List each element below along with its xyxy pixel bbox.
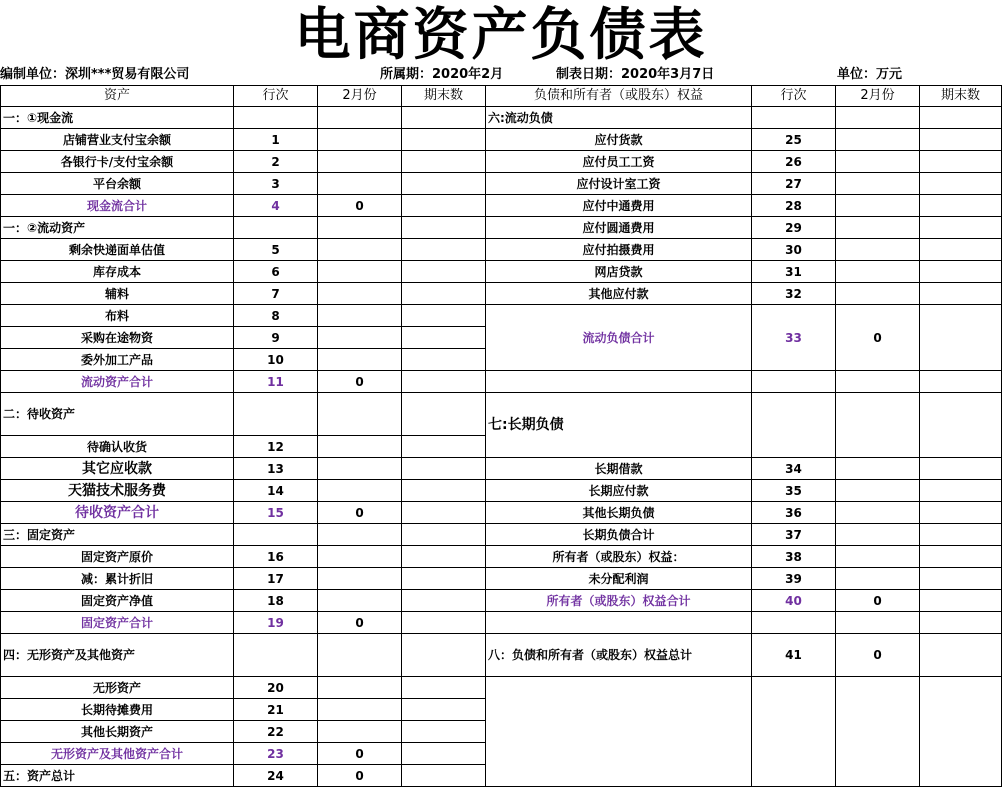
header-feb-2[interactable]: 2月份 bbox=[836, 86, 920, 107]
asset-line-no[interactable]: 12 bbox=[234, 436, 318, 458]
asset-item-label[interactable]: 长期待摊费用 bbox=[1, 699, 234, 721]
liability-line-no[interactable]: 32 bbox=[752, 283, 836, 305]
asset-line-no[interactable]: 14 bbox=[234, 480, 318, 502]
liability-line-no[interactable]: 26 bbox=[752, 151, 836, 173]
liability-item-label[interactable] bbox=[486, 612, 752, 634]
liability-item-label[interactable]: 长期应付款 bbox=[486, 480, 752, 502]
balance-sheet-table bbox=[0, 85, 1002, 787]
header-line-no[interactable]: 行次 bbox=[234, 86, 318, 107]
table-row bbox=[1, 305, 1002, 327]
asset-end-value[interactable] bbox=[402, 480, 486, 502]
liability-end-value[interactable] bbox=[920, 239, 1002, 261]
table-row bbox=[1, 283, 1002, 305]
asset-feb-value[interactable] bbox=[318, 349, 402, 371]
liability-item-label[interactable]: 其他长期负债 bbox=[486, 502, 752, 524]
asset-line-no[interactable]: 24 bbox=[234, 765, 318, 787]
liability-feb-value[interactable] bbox=[836, 393, 920, 458]
asset-feb-value[interactable] bbox=[318, 524, 402, 546]
table-row bbox=[1, 151, 1002, 173]
asset-line-no[interactable]: 6 bbox=[234, 261, 318, 283]
asset-feb-value[interactable] bbox=[318, 151, 402, 173]
liability-feb-value[interactable]: 0 bbox=[836, 590, 920, 612]
asset-line-no[interactable]: 16 bbox=[234, 546, 318, 568]
asset-feb-value[interactable] bbox=[318, 634, 402, 677]
asset-end-value[interactable] bbox=[402, 327, 486, 349]
liability-line-no[interactable] bbox=[752, 371, 836, 393]
asset-feb-value[interactable] bbox=[318, 393, 402, 436]
asset-end-value[interactable] bbox=[402, 721, 486, 743]
asset-feb-value[interactable]: 0 bbox=[318, 195, 402, 217]
asset-item-label[interactable]: 其他长期资产 bbox=[1, 721, 234, 743]
header-feb[interactable]: 2月份 bbox=[318, 86, 402, 107]
asset-item-label[interactable]: 其它应收款 bbox=[1, 458, 234, 480]
table-row bbox=[1, 612, 1002, 634]
liability-end-value[interactable] bbox=[920, 173, 1002, 195]
liability-item-label[interactable]: 所有者（或股东）权益： bbox=[486, 546, 752, 568]
liability-feb-value[interactable] bbox=[836, 546, 920, 568]
asset-end-value[interactable] bbox=[402, 371, 486, 393]
liability-item-label[interactable]: 应付拍摄费用 bbox=[486, 239, 752, 261]
asset-end-value[interactable] bbox=[402, 261, 486, 283]
table-row bbox=[1, 546, 1002, 568]
liability-line-no[interactable]: 28 bbox=[752, 195, 836, 217]
asset-feb-value[interactable] bbox=[318, 173, 402, 195]
asset-line-no[interactable]: 20 bbox=[234, 677, 318, 699]
asset-feb-value[interactable]: 0 bbox=[318, 743, 402, 765]
liability-item-label[interactable]: 应付中通费用 bbox=[486, 195, 752, 217]
asset-item-label[interactable]: 店铺营业支付宝余额 bbox=[1, 129, 234, 151]
liability-feb-value[interactable] bbox=[836, 568, 920, 590]
liability-item-label[interactable]: 八：负债和所有者（或股东）权益总计 bbox=[486, 634, 752, 677]
asset-end-value[interactable] bbox=[402, 436, 486, 458]
asset-feb-value[interactable] bbox=[318, 305, 402, 327]
sheet-title: 电商资产负债表 bbox=[294, 2, 708, 68]
asset-end-value[interactable] bbox=[402, 502, 486, 524]
asset-feb-value[interactable] bbox=[318, 568, 402, 590]
liability-line-no[interactable]: 40 bbox=[752, 590, 836, 612]
liability-feb-value[interactable] bbox=[836, 371, 920, 393]
liability-line-no[interactable] bbox=[752, 612, 836, 634]
liability-end-value[interactable] bbox=[920, 305, 1002, 371]
asset-item-label[interactable]: 各银行卡/支付宝余额 bbox=[1, 151, 234, 173]
asset-line-no[interactable]: 10 bbox=[234, 349, 318, 371]
asset-feb-value[interactable] bbox=[318, 129, 402, 151]
asset-item-label[interactable]: 待确认收货 bbox=[1, 436, 234, 458]
asset-item-label[interactable]: 二：待收资产 bbox=[1, 393, 234, 436]
liability-item-label[interactable] bbox=[486, 371, 752, 393]
liability-end-value[interactable] bbox=[920, 568, 1002, 590]
table-row bbox=[1, 634, 1002, 677]
asset-line-no[interactable]: 13 bbox=[234, 458, 318, 480]
liability-feb-value[interactable] bbox=[836, 612, 920, 634]
liability-end-value[interactable] bbox=[920, 524, 1002, 546]
liability-end-value[interactable] bbox=[920, 371, 1002, 393]
asset-item-label[interactable]: 固定资产原价 bbox=[1, 546, 234, 568]
asset-end-value[interactable] bbox=[402, 283, 486, 305]
asset-item-label[interactable]: 无形资产及其他资产合计 bbox=[1, 743, 234, 765]
asset-end-value[interactable] bbox=[402, 239, 486, 261]
asset-feb-value[interactable] bbox=[318, 261, 402, 283]
asset-item-label[interactable]: 四：无形资产及其他资产 bbox=[1, 634, 234, 677]
asset-end-value[interactable] bbox=[402, 634, 486, 677]
asset-item-label[interactable]: 采购在途物资 bbox=[1, 327, 234, 349]
asset-line-no[interactable]: 22 bbox=[234, 721, 318, 743]
liability-feb-value[interactable] bbox=[836, 458, 920, 480]
asset-item-label[interactable]: 布料 bbox=[1, 305, 234, 327]
asset-line-no[interactable]: 23 bbox=[234, 743, 318, 765]
table-row bbox=[1, 129, 1002, 151]
liability-item-label[interactable]: 网店贷款 bbox=[486, 261, 752, 283]
asset-end-value[interactable] bbox=[402, 568, 486, 590]
table-row bbox=[1, 590, 1002, 612]
liability-item-label[interactable]: 六:流动负债 bbox=[486, 107, 752, 129]
liability-item-label[interactable]: 其他应付款 bbox=[486, 283, 752, 305]
liability-end-value[interactable] bbox=[920, 261, 1002, 283]
asset-item-label[interactable]: 无形资产 bbox=[1, 677, 234, 699]
asset-end-value[interactable] bbox=[402, 765, 486, 787]
asset-end-value[interactable] bbox=[402, 195, 486, 217]
liability-feb-value[interactable]: 0 bbox=[836, 305, 920, 371]
liability-line-no[interactable]: 39 bbox=[752, 568, 836, 590]
asset-item-label[interactable]: 固定资产合计 bbox=[1, 612, 234, 634]
liability-item-label[interactable]: 长期借款 bbox=[486, 458, 752, 480]
asset-line-no[interactable]: 3 bbox=[234, 173, 318, 195]
table-row bbox=[1, 107, 1002, 129]
liability-end-value[interactable] bbox=[920, 217, 1002, 239]
asset-feb-value[interactable] bbox=[318, 721, 402, 743]
asset-item-label[interactable]: 剩余快递面单估值 bbox=[1, 239, 234, 261]
asset-item-label[interactable]: 委外加工产品 bbox=[1, 349, 234, 371]
asset-item-label[interactable]: 一：①现金流 bbox=[1, 107, 234, 129]
liability-end-value[interactable] bbox=[920, 283, 1002, 305]
asset-end-value[interactable] bbox=[402, 458, 486, 480]
asset-end-value[interactable] bbox=[402, 590, 486, 612]
liability-line-no[interactable]: 33 bbox=[752, 305, 836, 371]
asset-line-no[interactable]: 15 bbox=[234, 502, 318, 524]
liability-feb-value[interactable] bbox=[836, 524, 920, 546]
asset-item-label[interactable]: 待收资产合计 bbox=[1, 502, 234, 524]
asset-item-label[interactable]: 流动资产合计 bbox=[1, 371, 234, 393]
liability-item-label[interactable]: 应付圆通费用 bbox=[486, 217, 752, 239]
asset-feb-value[interactable] bbox=[318, 546, 402, 568]
asset-line-no[interactable]: 8 bbox=[234, 305, 318, 327]
asset-feb-value[interactable] bbox=[318, 239, 402, 261]
asset-item-label[interactable]: 固定资产净值 bbox=[1, 590, 234, 612]
liability-feb-value[interactable] bbox=[836, 129, 920, 151]
liability-line-no[interactable] bbox=[752, 393, 836, 458]
asset-end-value[interactable] bbox=[402, 546, 486, 568]
table-row bbox=[1, 173, 1002, 195]
liability-line-no[interactable]: 29 bbox=[752, 217, 836, 239]
liability-line-no[interactable]: 34 bbox=[752, 458, 836, 480]
asset-feb-value[interactable] bbox=[318, 436, 402, 458]
liability-end-value[interactable] bbox=[920, 151, 1002, 173]
asset-line-no[interactable]: 4 bbox=[234, 195, 318, 217]
liability-feb-value[interactable] bbox=[836, 217, 920, 239]
asset-end-value[interactable] bbox=[402, 107, 486, 129]
asset-item-label[interactable]: 减：累计折旧 bbox=[1, 568, 234, 590]
asset-feb-value[interactable] bbox=[318, 699, 402, 721]
header-end[interactable]: 期末数 bbox=[402, 86, 486, 107]
header-row bbox=[1, 86, 1002, 107]
table-row bbox=[1, 371, 1002, 393]
table-row bbox=[1, 677, 1002, 699]
header-asset[interactable]: 资产 bbox=[1, 86, 234, 107]
asset-end-value[interactable] bbox=[402, 699, 486, 721]
liability-item-label[interactable]: 应付货款 bbox=[486, 129, 752, 151]
liability-end-value[interactable] bbox=[920, 107, 1002, 129]
asset-line-no[interactable]: 2 bbox=[234, 151, 318, 173]
asset-item-label[interactable]: 一：②流动资产 bbox=[1, 217, 234, 239]
asset-item-label[interactable]: 库存成本 bbox=[1, 261, 234, 283]
liability-line-no[interactable]: 31 bbox=[752, 261, 836, 283]
liability-feb-value[interactable] bbox=[836, 173, 920, 195]
liability-end-value[interactable] bbox=[920, 546, 1002, 568]
liability-line-no[interactable]: 38 bbox=[752, 546, 836, 568]
liability-item-label[interactable]: 应付设计室工资 bbox=[486, 173, 752, 195]
liability-line-no[interactable] bbox=[752, 677, 836, 787]
liability-item-label[interactable]: 流动负债合计 bbox=[486, 305, 752, 371]
table-row bbox=[1, 239, 1002, 261]
asset-feb-value[interactable] bbox=[318, 327, 402, 349]
liability-feb-value[interactable] bbox=[836, 107, 920, 129]
asset-feb-value[interactable] bbox=[318, 217, 402, 239]
asset-end-value[interactable] bbox=[402, 743, 486, 765]
liability-feb-value[interactable]: 0 bbox=[836, 634, 920, 677]
liability-feb-value[interactable] bbox=[836, 283, 920, 305]
liability-end-value[interactable] bbox=[920, 195, 1002, 217]
asset-line-no[interactable]: 7 bbox=[234, 283, 318, 305]
asset-end-value[interactable] bbox=[402, 612, 486, 634]
liability-line-no[interactable]: 37 bbox=[752, 524, 836, 546]
liability-line-no[interactable]: 27 bbox=[752, 173, 836, 195]
asset-item-label[interactable]: 天猫技术服务费 bbox=[1, 480, 234, 502]
asset-line-no[interactable]: 11 bbox=[234, 371, 318, 393]
liability-feb-value[interactable] bbox=[836, 195, 920, 217]
header-line-no-2[interactable]: 行次 bbox=[752, 86, 836, 107]
liability-feb-value[interactable] bbox=[836, 502, 920, 524]
header-liability[interactable]: 负债和所有者（或股东）权益 bbox=[486, 86, 752, 107]
liability-line-no[interactable]: 25 bbox=[752, 129, 836, 151]
asset-end-value[interactable] bbox=[402, 524, 486, 546]
asset-item-label[interactable]: 平台余额 bbox=[1, 173, 234, 195]
liability-feb-value[interactable] bbox=[836, 677, 920, 787]
asset-line-no[interactable]: 18 bbox=[234, 590, 318, 612]
liability-line-no[interactable]: 30 bbox=[752, 239, 836, 261]
liability-feb-value[interactable] bbox=[836, 239, 920, 261]
asset-feb-value[interactable]: 0 bbox=[318, 502, 402, 524]
asset-end-value[interactable] bbox=[402, 151, 486, 173]
liability-line-no[interactable] bbox=[752, 107, 836, 129]
asset-feb-value[interactable] bbox=[318, 480, 402, 502]
liability-item-label[interactable]: 未分配利润 bbox=[486, 568, 752, 590]
table-row bbox=[1, 502, 1002, 524]
liability-end-value[interactable] bbox=[920, 612, 1002, 634]
asset-line-no[interactable] bbox=[234, 393, 318, 436]
asset-feb-value[interactable] bbox=[318, 677, 402, 699]
table-row bbox=[1, 261, 1002, 283]
liability-end-value[interactable] bbox=[920, 129, 1002, 151]
liability-end-value[interactable] bbox=[920, 502, 1002, 524]
asset-end-value[interactable] bbox=[402, 393, 486, 436]
unit-label: 单位：万元 bbox=[837, 67, 903, 82]
liability-line-no[interactable]: 41 bbox=[752, 634, 836, 677]
table-row bbox=[1, 217, 1002, 239]
asset-line-no[interactable]: 1 bbox=[234, 129, 318, 151]
liability-item-label[interactable]: 长期负债合计 bbox=[486, 524, 752, 546]
asset-line-no[interactable] bbox=[234, 107, 318, 129]
asset-line-no[interactable]: 19 bbox=[234, 612, 318, 634]
asset-item-label[interactable]: 辅料 bbox=[1, 283, 234, 305]
liability-end-value[interactable] bbox=[920, 480, 1002, 502]
asset-line-no[interactable] bbox=[234, 524, 318, 546]
asset-end-value[interactable] bbox=[402, 129, 486, 151]
liability-end-value[interactable] bbox=[920, 393, 1002, 458]
asset-feb-value[interactable] bbox=[318, 590, 402, 612]
liability-item-label[interactable] bbox=[486, 677, 752, 787]
liability-line-no[interactable]: 35 bbox=[752, 480, 836, 502]
asset-line-no[interactable] bbox=[234, 634, 318, 677]
asset-end-value[interactable] bbox=[402, 677, 486, 699]
asset-end-value[interactable] bbox=[402, 217, 486, 239]
liability-end-value[interactable] bbox=[920, 590, 1002, 612]
liability-item-label[interactable]: 所有者（或股东）权益合计 bbox=[486, 590, 752, 612]
liability-end-value[interactable] bbox=[920, 458, 1002, 480]
table-row bbox=[1, 458, 1002, 480]
liability-feb-value[interactable] bbox=[836, 261, 920, 283]
asset-feb-value[interactable] bbox=[318, 107, 402, 129]
asset-feb-value[interactable] bbox=[318, 458, 402, 480]
asset-end-value[interactable] bbox=[402, 173, 486, 195]
liability-feb-value[interactable] bbox=[836, 151, 920, 173]
asset-feb-value[interactable]: 0 bbox=[318, 612, 402, 634]
asset-item-label[interactable]: 现金流合计 bbox=[1, 195, 234, 217]
table-row bbox=[1, 480, 1002, 502]
asset-line-no[interactable]: 17 bbox=[234, 568, 318, 590]
asset-item-label[interactable]: 五：资产总计 bbox=[1, 765, 234, 787]
asset-feb-value[interactable]: 0 bbox=[318, 371, 402, 393]
period-label: 所属期：2020年2月 bbox=[380, 67, 504, 82]
table-row bbox=[1, 195, 1002, 217]
asset-feb-value[interactable]: 0 bbox=[318, 765, 402, 787]
asset-line-no[interactable]: 5 bbox=[234, 239, 318, 261]
liability-line-no[interactable]: 36 bbox=[752, 502, 836, 524]
table-row bbox=[1, 393, 1002, 436]
asset-feb-value[interactable] bbox=[318, 283, 402, 305]
liability-section-heading[interactable]: 七:长期负债 bbox=[486, 393, 752, 458]
table-row bbox=[1, 524, 1002, 546]
made-date-label: 制表日期：2020年3月7日 bbox=[556, 67, 715, 82]
liability-end-value[interactable] bbox=[920, 677, 1002, 787]
asset-end-value[interactable] bbox=[402, 305, 486, 327]
liability-item-label[interactable]: 应付员工工资 bbox=[486, 151, 752, 173]
company-label: 编制单位：深圳***贸易有限公司 bbox=[0, 67, 190, 82]
asset-item-label[interactable]: 三：固定资产 bbox=[1, 524, 234, 546]
header-end-2[interactable]: 期末数 bbox=[920, 86, 1002, 107]
asset-line-no[interactable]: 21 bbox=[234, 699, 318, 721]
table-row bbox=[1, 568, 1002, 590]
asset-line-no[interactable] bbox=[234, 217, 318, 239]
liability-end-value[interactable] bbox=[920, 634, 1002, 677]
asset-line-no[interactable]: 9 bbox=[234, 327, 318, 349]
asset-end-value[interactable] bbox=[402, 349, 486, 371]
liability-feb-value[interactable] bbox=[836, 480, 920, 502]
